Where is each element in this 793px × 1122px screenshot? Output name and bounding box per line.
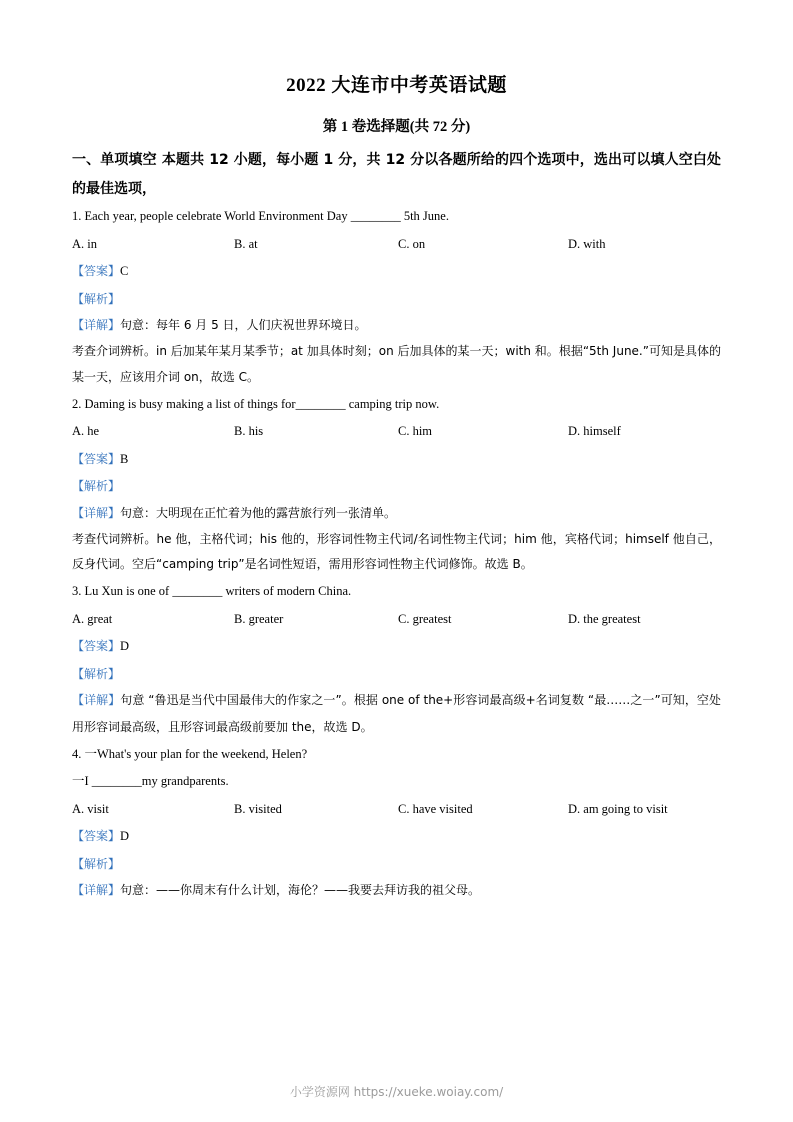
option-c[interactable]: C. him bbox=[398, 424, 433, 439]
question-block-1 bbox=[72, 203, 721, 390]
question-block-3 bbox=[72, 578, 721, 741]
option-b[interactable]: B. greater bbox=[234, 611, 284, 626]
section-heading: 一、单项填空 本题共 12 小题，每小题 1 分，共 12 分以各题所给的四个选项中，选出可以填人空白处的最佳选项， bbox=[72, 152, 721, 197]
answer-label: 【答案】 bbox=[72, 829, 121, 844]
detail-label: 【详解】 bbox=[72, 692, 121, 707]
detail-text: 句意：——你周末有什么计划，海伦？——我要去拜访我的祖父母。 bbox=[120, 883, 481, 898]
option-d[interactable]: D. with bbox=[568, 236, 606, 251]
answer-line bbox=[72, 823, 721, 851]
question-stem: 2. Daming is busy making a list of things for________ camping trip now. bbox=[72, 396, 440, 411]
detail-label: 【详解】 bbox=[72, 318, 121, 333]
page-title: 2022 大连市中考英语试题 bbox=[286, 75, 507, 96]
watermark: 小学资源网 https://xueke.woiay.com/ bbox=[289, 1085, 504, 1099]
question-options bbox=[72, 796, 721, 824]
explanation-text: 考查介词辨析。in 后加某年某月某季节；at 加具体时刻；on 后加具体的某一天；with 和。根据“5th June.”可知是具体的某一天，应该用介词 on，故选 C。 bbox=[72, 344, 721, 384]
option-d[interactable]: D. the greatest bbox=[568, 611, 641, 626]
option-c[interactable]: C. on bbox=[398, 236, 426, 251]
answer-value: B bbox=[120, 451, 129, 466]
detail-line bbox=[72, 500, 721, 527]
detail-label: 【详解】 bbox=[72, 883, 121, 898]
option-d[interactable]: D. am going to visit bbox=[568, 801, 668, 816]
question-stem: 4. 一What's your plan for the weekend, Helen? bbox=[72, 746, 308, 761]
option-a[interactable]: A. great bbox=[72, 611, 113, 626]
detail-label: 【详解】 bbox=[72, 505, 121, 520]
option-b[interactable]: B. at bbox=[234, 236, 258, 251]
answer-label: 【答案】 bbox=[72, 639, 121, 654]
answer-value: C bbox=[120, 264, 129, 279]
document-subtitle: 第 1 卷选择题(共 72 分) bbox=[322, 119, 471, 135]
option-c[interactable]: C. greatest bbox=[398, 611, 452, 626]
answer-label: 【答案】 bbox=[72, 451, 121, 466]
option-a[interactable]: A. he bbox=[72, 424, 100, 439]
detail-line bbox=[72, 877, 721, 904]
option-c[interactable]: C. have visited bbox=[398, 801, 473, 816]
analysis-label: 【解析】 bbox=[72, 291, 121, 306]
question-stem: 3. Lu Xun is one of ________ writers of modern China. bbox=[72, 584, 352, 599]
analysis-label: 【解析】 bbox=[72, 479, 121, 494]
question-block-2 bbox=[72, 391, 721, 578]
analysis-label: 【解析】 bbox=[72, 666, 121, 681]
detail-text: 句意 “鲁迅是当代中国最伟大的作家之一”。根据 one of the+形容词最高级+名词复数 “最……之一”可知，空处用形容词最高级，且形容词最高级前要加 the，故选 D。 bbox=[72, 692, 721, 734]
question-options bbox=[72, 231, 721, 259]
option-d[interactable]: D. himself bbox=[568, 424, 621, 439]
answer-label: 【答案】 bbox=[72, 264, 121, 279]
detail-line bbox=[72, 312, 721, 339]
option-a[interactable]: A. in bbox=[72, 236, 97, 251]
question-options bbox=[72, 418, 721, 446]
option-b[interactable]: B. his bbox=[234, 424, 264, 439]
answer-value: D bbox=[120, 639, 130, 654]
answer-value: D bbox=[120, 829, 130, 844]
answer-line bbox=[72, 446, 721, 474]
question-block-4 bbox=[72, 741, 721, 904]
answer-line bbox=[72, 258, 721, 286]
question-options bbox=[72, 606, 721, 634]
detail-line bbox=[72, 687, 721, 741]
answer-line bbox=[72, 633, 721, 661]
detail-text: 句意：每年 6 月 5 日，人们庆祝世界环境日。 bbox=[120, 318, 367, 333]
question-stem-line2: 一I ________my grandparents. bbox=[72, 774, 229, 789]
option-a[interactable]: A. visit bbox=[72, 801, 109, 816]
question-stem: 1. Each year, people celebrate World Environment Day ________ 5th June. bbox=[72, 209, 449, 224]
option-b[interactable]: B. visited bbox=[234, 801, 282, 816]
explanation-text: 考查代词辨析。he 他，主格代词；his 他的，形容词性物主代词/名词性物主代词；him 他，宾格代词；himself 他自己，反身代词。空后“camping trip”是名词性短语，需用形容词性物主代词修饰。故选 B。 bbox=[72, 531, 721, 572]
analysis-label: 【解析】 bbox=[72, 856, 121, 871]
detail-text: 句意：大明现在正忙着为他的露营旅行列一张清单。 bbox=[120, 505, 397, 520]
